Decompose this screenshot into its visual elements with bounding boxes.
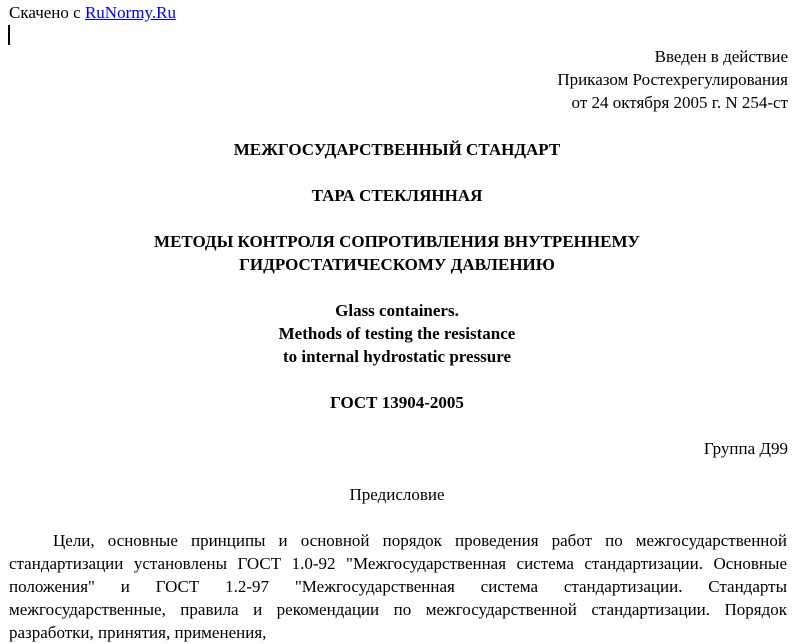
english-title-line-3: to internal hydrostatic pressure [282,347,512,366]
enactment-line-1: Введен в действие [654,47,788,66]
english-title-line-1: Glass containers. [335,301,459,320]
subtitle-line-2: ГИДРОСТАТИЧЕСКОМУ ДАВЛЕНИЮ [239,255,555,274]
document-subtitle [0,230,794,276]
preface-paragraph: Цели, основные принципы и основной порядок проведения работ по межгосударственной стандартизации установлены ГОСТ 1.0-92 "Межгосударственная система стандартизации. Основные положения" и ГОСТ 1.2-97 "Межгосударственная система стандартизации. Стандарты межгосударственные, правила и рекомендации по межгосударственной стандартизации. Порядок разработки, принятия, применения, [9,531,787,642]
preface-heading: Предисловие [349,485,445,504]
source-link[interactable]: RuNormy.Ru [84,3,176,22]
subtitle-line-1: МЕТОДЫ КОНТРОЛЯ СОПРОТИВЛЕНИЯ ВНУТРЕННЕМУ [154,232,640,251]
english-title [0,299,794,368]
group-code: Группа Д99 [703,439,788,458]
english-title-line-2: Methods of testing the resistance [278,324,516,343]
enactment-line-2: Приказом Ростехрегулирования [557,70,788,89]
standard-kind: МЕЖГОСУДАРСТВЕННЫЙ СТАНДАРТ [233,140,561,159]
enactment-line-3: от 24 октября 2005 г. N 254-ст [571,93,788,112]
standard-code: ГОСТ 13904-2005 [330,393,464,412]
source-line [9,1,176,24]
document-title: ТАРА СТЕКЛЯННАЯ [311,186,483,205]
text-cursor [8,25,10,45]
enactment-block [557,45,788,114]
source-prefix: Скачено с [9,3,81,22]
